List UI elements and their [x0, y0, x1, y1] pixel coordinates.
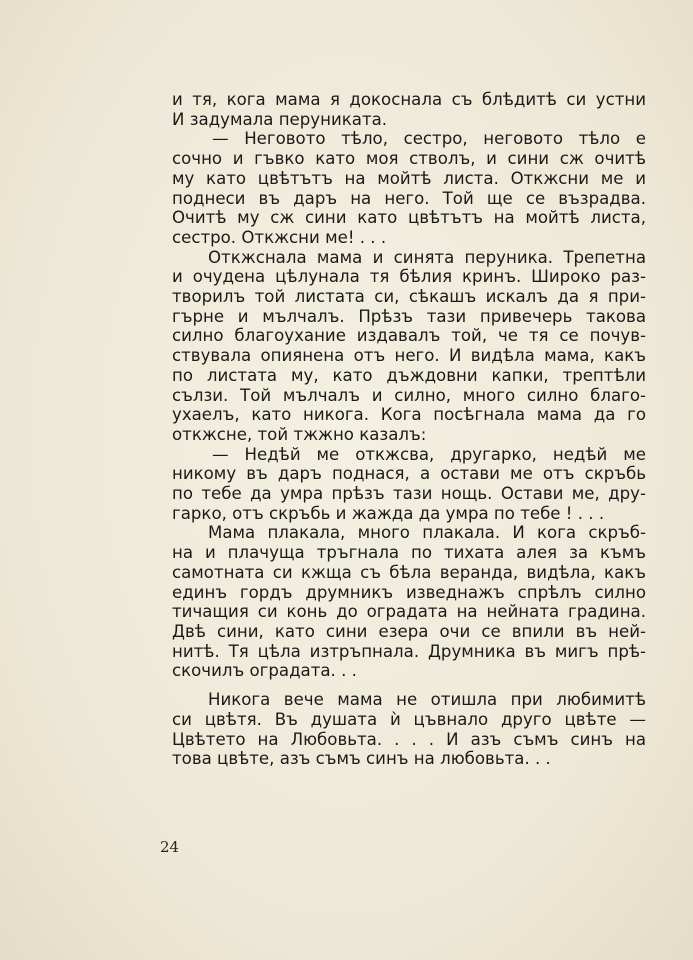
text-line: самотната си кжща съ бѣла веранда, видѣла, какъ [172, 562, 646, 582]
body-text [172, 90, 646, 769]
text-line: ухаелъ, като никога. Кога посѣгнала мама да го [172, 405, 646, 425]
paragraph-6 [172, 690, 646, 769]
text-line: сочно и гъвко като моя стволъ, и сини сж очитѣ [172, 149, 646, 169]
text-line: единъ гордъ друмникъ изведнажъ спрѣлъ силно [172, 582, 646, 602]
text-line: му като цвѣтътъ на мойтѣ листа. Откжсни ме и [172, 168, 646, 188]
page-number: 24 [160, 838, 180, 856]
text-line: си цвѣтя. Въ душата ѝ цъвнало друго цвѣте — [172, 709, 646, 729]
text-line: скочилъ оградата. . . [172, 661, 357, 681]
text-line: по листата му, като дъждовни капки, трептѣли [172, 365, 646, 385]
paragraph-1 [172, 90, 646, 129]
text-line: — Неговото тѣло, сестро, неговото тѣло е [212, 129, 646, 149]
text-line: поднеси въ даръ на него. Той ще се възрадва. [172, 188, 646, 208]
text-line: нитѣ. Тя цѣла изтръпнала. Друмника въ мигъ прѣ- [172, 641, 646, 661]
text-line: ствувала опиянена отъ него. И видѣла мама, какъ [172, 346, 646, 366]
text-line: Мама плакала, много плакала. И кога скръб- [208, 523, 646, 543]
text-line: гърне и мълчалъ. Прѣзъ тази привечерь такова [172, 306, 646, 326]
text-line: Двѣ сини, като сини езера очи се впили въ ней- [172, 621, 646, 641]
text-line: сестро. Откжсни ме! . . . [172, 227, 387, 247]
text-line: гарко, отъ скръбь и жажда да умра по тебе ! . . . [172, 503, 605, 523]
text-line: това цвѣте, азъ съмъ синъ на любовьта. . . [172, 749, 551, 769]
text-line: сълзи. Той мълчалъ и силно, много силно благо- [172, 385, 646, 405]
paragraph-2 [172, 129, 646, 247]
text-line: Цвѣтето на Любовьта. . . . И азъ съмъ синъ на [172, 729, 646, 749]
text-line: на и плачуща тръгнала по тихата алея за къмъ [172, 543, 646, 563]
text-line: по тебе да умра прѣзъ тази нощь. Остави ме, дру- [172, 484, 646, 504]
text-line: никому въ даръ поднася, а остави ме отъ скръбь [172, 464, 646, 484]
text-line: и очудена цѣлунала тя бѣлия кринъ. Широко раз- [172, 267, 646, 287]
text-line: — Недѣй ме откжсва, другарко, недѣй ме [212, 444, 646, 464]
text-line: творилъ той листата си, сѣкашъ искалъ да я при- [172, 287, 646, 307]
text-line: Очитѣ му сж сини като цвѣтътъ на мойтѣ листа, [172, 208, 646, 228]
paragraph-5 [172, 523, 646, 681]
paragraph-4 [172, 445, 646, 524]
text-line: силно благоухание издавалъ той, че тя се почув- [172, 326, 646, 346]
paragraph-3 [172, 248, 646, 445]
text-line: Никога вече мама не отишла при любимитѣ [208, 690, 646, 710]
text-line: откжсне, той тжжно казалъ: [172, 424, 427, 444]
text-line: тичащия си конь до оградата на нейната градина. [172, 602, 646, 622]
text-line: И задумала перуниката. [172, 109, 388, 129]
text-line: и тя, кога мама я докоснала съ блѣдитѣ си устни [172, 90, 646, 109]
text-line: Откжснала мама и синята перуника. Трепетна [208, 247, 646, 267]
